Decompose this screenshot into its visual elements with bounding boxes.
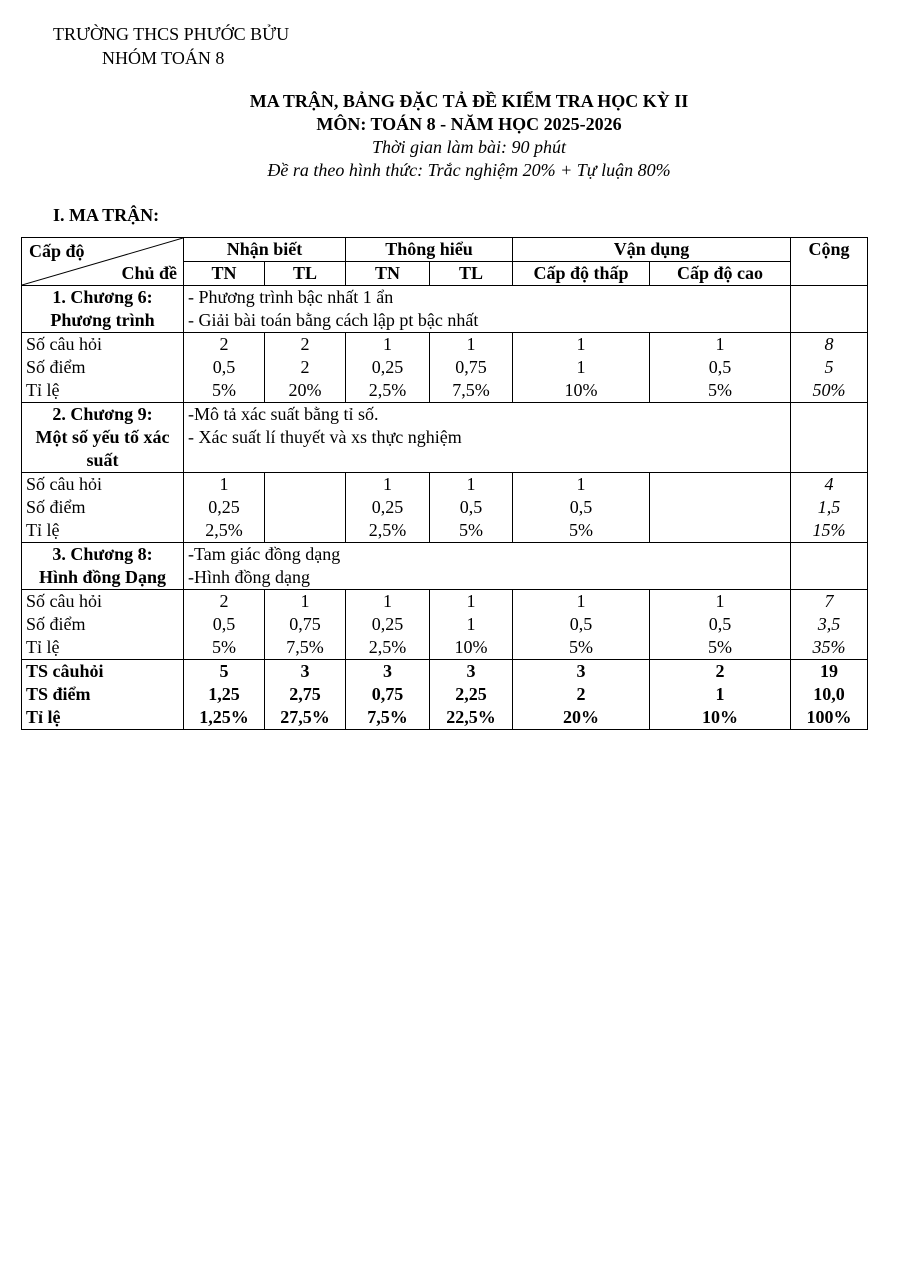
matrix-body bbox=[22, 286, 868, 730]
chapter-name-line: 2. Chương 9: bbox=[52, 404, 153, 424]
total-value: 8 bbox=[824, 334, 834, 354]
description-line: -Hình đồng dạng bbox=[188, 567, 310, 587]
stat-label: Tỉ lệ bbox=[26, 637, 60, 657]
stat-value: 5% bbox=[569, 637, 594, 657]
stat-value: 2,5% bbox=[368, 520, 407, 540]
stat-value: 1 bbox=[383, 591, 393, 611]
total-value: 15% bbox=[812, 520, 846, 540]
description-line: - Phương trình bậc nhất 1 ẩn bbox=[188, 287, 394, 307]
stat-value: 0,5 bbox=[459, 497, 483, 517]
summary-cell bbox=[265, 660, 346, 730]
stat-value: 7,5% bbox=[286, 637, 324, 657]
chapter-name bbox=[22, 403, 184, 473]
summary-value: 10% bbox=[702, 707, 739, 727]
stat-cell bbox=[184, 473, 265, 543]
summary-value: 3 bbox=[300, 661, 310, 681]
stat-value: 10% bbox=[454, 637, 488, 657]
stat-value: 10% bbox=[564, 380, 598, 400]
chapter-total-empty bbox=[791, 543, 868, 590]
summary-value: 5 bbox=[219, 661, 229, 681]
stat-value: 0,5 bbox=[212, 614, 236, 634]
time-line: Thời gian làm bài: 90 phút bbox=[371, 137, 567, 157]
stat-cell bbox=[346, 473, 430, 543]
stat-cell bbox=[346, 590, 430, 660]
matrix-table bbox=[21, 237, 868, 730]
stat-value: 5% bbox=[708, 637, 733, 657]
stat-cell bbox=[346, 333, 430, 403]
stat-label: Số câu hỏi bbox=[26, 334, 102, 354]
total-value: 35% bbox=[812, 637, 846, 657]
summary-total-value: 19 bbox=[820, 661, 839, 681]
chapter-name bbox=[22, 286, 184, 333]
stat-value: 0,25 bbox=[208, 497, 240, 517]
stats-labels bbox=[22, 473, 184, 543]
summary-value: 2,25 bbox=[455, 684, 487, 704]
stat-label: Số câu hỏi bbox=[26, 474, 102, 494]
summary-value: 3 bbox=[466, 661, 476, 681]
summary-value: 27,5% bbox=[280, 707, 330, 727]
stat-value: 5% bbox=[459, 520, 484, 540]
stat-value: 1 bbox=[715, 591, 725, 611]
document-titles bbox=[0, 90, 910, 182]
summary-cell bbox=[346, 660, 430, 730]
stat-value: 1 bbox=[383, 474, 393, 494]
chapter-description bbox=[184, 403, 791, 473]
description-line: - Xác suất lí thuyết và xs thực nghiệm bbox=[188, 427, 462, 447]
stat-cell bbox=[184, 333, 265, 403]
stat-cell bbox=[513, 590, 650, 660]
level-header: Thông hiểu bbox=[346, 238, 513, 262]
stat-value: 1 bbox=[300, 591, 310, 611]
summary-value: 1 bbox=[715, 684, 725, 704]
stat-value: 1 bbox=[576, 357, 586, 377]
group-name: NHÓM TOÁN 8 bbox=[102, 48, 225, 68]
stat-value: 2,5% bbox=[368, 637, 407, 657]
chapter-total bbox=[791, 590, 868, 660]
stat-value: 1 bbox=[576, 591, 586, 611]
chapter-row bbox=[22, 286, 868, 333]
summary-value: 2 bbox=[715, 661, 725, 681]
sub-header: Cấp độ thấp bbox=[513, 262, 650, 286]
stat-value: 0,5 bbox=[708, 614, 732, 634]
stat-label: Số điểm bbox=[26, 357, 86, 377]
summary-value: 1,25 bbox=[208, 684, 240, 704]
sub-header: TN bbox=[184, 262, 265, 286]
summary-cell bbox=[513, 660, 650, 730]
school-name: TRƯỜNG THCS PHƯỚC BỬU bbox=[53, 24, 290, 44]
chapter-name-line: 1. Chương 6: bbox=[52, 287, 153, 307]
stat-value: 2,5% bbox=[205, 520, 243, 540]
stats-labels bbox=[22, 590, 184, 660]
stat-value: 1 bbox=[466, 614, 476, 634]
total-value: 50% bbox=[812, 380, 846, 400]
total-value: 4 bbox=[824, 474, 834, 494]
chapter-name-line: suất bbox=[86, 450, 119, 470]
stat-value: 7,5% bbox=[452, 380, 490, 400]
chapter-stats-row bbox=[22, 473, 868, 543]
chapter-name-line: Một số yếu tố xác bbox=[35, 427, 170, 447]
stats-labels bbox=[22, 333, 184, 403]
summary-total-value: 10,0 bbox=[813, 684, 845, 704]
stat-value: 0,5 bbox=[569, 614, 593, 634]
stat-value: 0,5 bbox=[708, 357, 732, 377]
summary-value: 0,75 bbox=[371, 684, 404, 704]
chapter-name-line: Hình đồng Dạng bbox=[38, 567, 167, 587]
level-header: Nhận biết bbox=[184, 238, 346, 262]
stat-label: Tỉ lệ bbox=[26, 520, 60, 540]
summary-cell bbox=[430, 660, 513, 730]
stat-value: 5% bbox=[569, 520, 594, 540]
stat-value: 0,25 bbox=[371, 614, 404, 634]
stat-cell bbox=[513, 333, 650, 403]
stat-label: Số câu hỏi bbox=[26, 591, 102, 611]
summary-value: 2 bbox=[576, 684, 586, 704]
stat-value: 0,5 bbox=[569, 497, 593, 517]
stat-cell bbox=[265, 333, 346, 403]
stat-value: 1 bbox=[715, 334, 725, 354]
total-value: 3,5 bbox=[817, 614, 841, 634]
summary-row bbox=[22, 660, 868, 730]
summary-label: TS câuhỏi bbox=[26, 661, 104, 681]
summary-cell bbox=[650, 660, 791, 730]
summary-value: 3 bbox=[383, 661, 393, 681]
stat-cell bbox=[513, 473, 650, 543]
sub-header: TL bbox=[265, 262, 346, 286]
stat-value: 2 bbox=[219, 591, 229, 611]
summary-label: TS điểm bbox=[26, 684, 91, 704]
summary-cell bbox=[184, 660, 265, 730]
stat-cell bbox=[430, 473, 513, 543]
stat-value: 5% bbox=[212, 637, 236, 657]
summary-total-value: 100% bbox=[806, 707, 852, 727]
stat-cell bbox=[265, 590, 346, 660]
stat-label: Tỉ lệ bbox=[26, 380, 60, 400]
stat-value: 0,25 bbox=[371, 357, 404, 377]
summary-label: Tỉ lệ bbox=[26, 707, 61, 727]
school-header bbox=[53, 22, 289, 70]
chapter-total-empty bbox=[791, 403, 868, 473]
sub-header: Cấp độ cao bbox=[650, 262, 791, 286]
stat-value: 1 bbox=[576, 474, 586, 494]
stat-value: 0,75 bbox=[289, 614, 321, 634]
stat-value: 2 bbox=[300, 357, 310, 377]
chapter-description bbox=[184, 286, 791, 333]
stat-cell bbox=[430, 590, 513, 660]
total-value: 7 bbox=[824, 591, 834, 611]
chapter-total bbox=[791, 333, 868, 403]
description-line: -Tam giác đồng dạng bbox=[188, 544, 341, 564]
stat-cell bbox=[430, 333, 513, 403]
stat-value: 1 bbox=[466, 591, 476, 611]
stat-cell bbox=[184, 590, 265, 660]
stat-value: 2 bbox=[219, 334, 229, 354]
summary-value: 20% bbox=[563, 707, 600, 727]
chapter-stats-row bbox=[22, 590, 868, 660]
corner-cell bbox=[22, 238, 184, 286]
stat-value: 1 bbox=[219, 474, 229, 494]
summary-total bbox=[791, 660, 868, 730]
stat-label: Số điểm bbox=[26, 614, 86, 634]
stat-value: 5% bbox=[708, 380, 733, 400]
level-header: Vận dụng bbox=[513, 238, 791, 262]
stat-value: 0,25 bbox=[371, 497, 404, 517]
total-value: 1,5 bbox=[817, 497, 841, 517]
chapter-row bbox=[22, 543, 868, 590]
stat-value: 1 bbox=[576, 334, 586, 354]
description-line: -Mô tả xác suất bằng tỉ số. bbox=[188, 404, 379, 424]
stat-label: Số điểm bbox=[26, 497, 86, 517]
stat-value: 0,75 bbox=[455, 357, 487, 377]
stat-cell bbox=[650, 333, 791, 403]
header-row-levels bbox=[22, 238, 868, 262]
section-title: I. MA TRẬN: bbox=[53, 205, 160, 225]
chapter-name-line: Phương trình bbox=[50, 310, 155, 330]
summary-value: 1,25% bbox=[199, 707, 249, 727]
stat-value: 1 bbox=[466, 334, 476, 354]
corner-top-label: Cấp độ bbox=[29, 241, 85, 261]
summary-labels bbox=[22, 660, 184, 730]
stat-value: 2 bbox=[300, 334, 310, 354]
summary-value: 3 bbox=[576, 661, 586, 681]
stat-cell bbox=[650, 473, 791, 543]
sub-header: TN bbox=[346, 262, 430, 286]
summary-value: 7,5% bbox=[367, 707, 408, 727]
description-line: - Giải bài toán bằng cách lập pt bậc nhất bbox=[188, 310, 479, 330]
stat-value: 1 bbox=[383, 334, 393, 354]
summary-value: 2,75 bbox=[289, 684, 321, 704]
stat-cell bbox=[650, 590, 791, 660]
stat-value: 5% bbox=[212, 380, 236, 400]
stat-cell bbox=[265, 473, 346, 543]
stat-value: 20% bbox=[288, 380, 322, 400]
format-line: Đề ra theo hình thức: Trắc nghiệm 20% + Tự luận 80% bbox=[267, 160, 671, 180]
stat-value: 2,5% bbox=[368, 380, 407, 400]
stat-value: 1 bbox=[466, 474, 476, 494]
stat-value: 0,5 bbox=[212, 357, 236, 377]
chapter-total bbox=[791, 473, 868, 543]
summary-value: 22,5% bbox=[446, 707, 496, 727]
total-header: Cộng bbox=[791, 238, 868, 286]
chapter-name bbox=[22, 543, 184, 590]
document-title: MA TRẬN, BẢNG ĐẶC TẢ ĐỀ KIỂM TRA HỌC KỲ II bbox=[249, 91, 689, 111]
chapter-total-empty bbox=[791, 286, 868, 333]
corner-bottom-label: Chủ đề bbox=[121, 263, 177, 283]
subject-line: MÔN: TOÁN 8 - NĂM HỌC 2025-2026 bbox=[316, 114, 622, 134]
chapter-description bbox=[184, 543, 791, 590]
total-value: 5 bbox=[824, 357, 834, 377]
chapter-row bbox=[22, 403, 868, 473]
sub-header: TL bbox=[430, 262, 513, 286]
chapter-name-line: 3. Chương 8: bbox=[52, 544, 153, 564]
chapter-stats-row bbox=[22, 333, 868, 403]
